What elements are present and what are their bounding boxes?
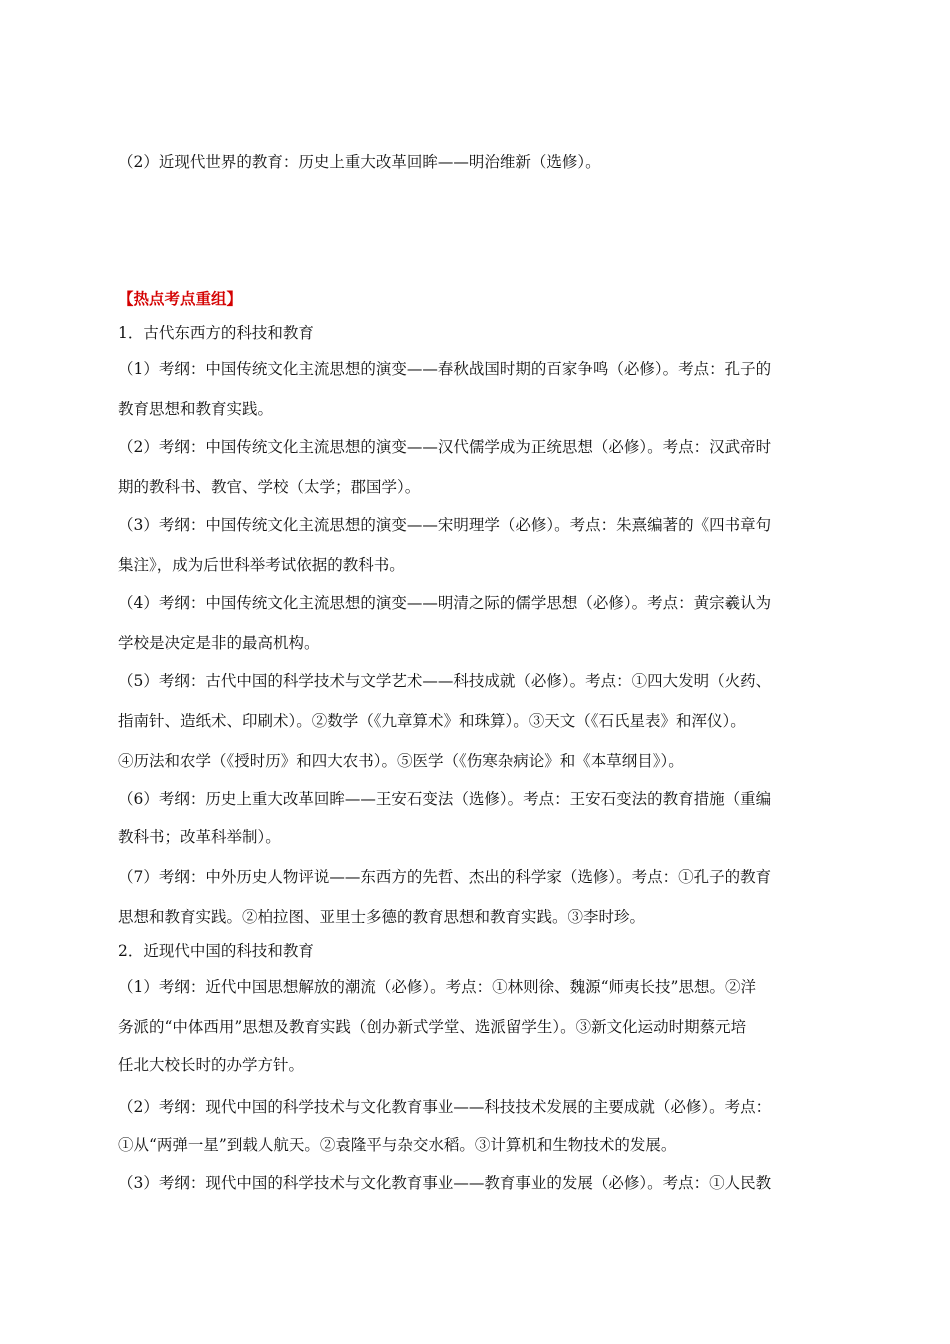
text-line: ④历法和农学（《授时历》和四大农书）。⑤医学（《伤寒杂病论》和《本草纲目》）。: [118, 752, 684, 770]
section-heading: 【热点考点重组】: [118, 289, 243, 308]
text-line: 教科书；改革科举制）。: [118, 828, 281, 846]
text-line: （2）考纲：现代中国的科学技术与文化教育事业——科技技术发展的主要成就（必修）。考点：: [118, 1098, 772, 1116]
text-line: 集注》，成为后世科举考试依据的教科书。: [118, 556, 405, 574]
text-line: 1．古代东西方的科技和教育: [118, 324, 314, 342]
text-line: （4）考纲：中国传统文化主流思想的演变——明清之际的儒学思想（必修）。考点：黄宗羲认为: [118, 594, 772, 612]
text-line: 务派的“中体西用”思想及教育实践（创办新式学堂、选派留学生）。③新文化运动时期蔡元培: [118, 1018, 747, 1036]
text-line: （3）考纲：中国传统文化主流思想的演变——宋明理学（必修）。考点：朱熹编著的《四书章句: [118, 516, 772, 534]
intro-line: （2）近现代世界的教育：历史上重大改革回眸——明治维新（选修）。: [118, 153, 601, 171]
text-line: 期的教科书、教官、学校（太学；郡国学）。: [118, 478, 421, 496]
text-line: 任北大校长时的办学方针。: [118, 1056, 305, 1074]
text-line: 2．近现代中国的科技和教育: [118, 942, 314, 960]
text-line: （7）考纲：中外历史人物评说——东西方的先哲、杰出的科学家（选修）。考点：①孔子的教育: [118, 868, 772, 886]
text-line: （6）考纲：历史上重大改革回眸——王安石变法（选修）。考点：王安石变法的教育措施（重编: [118, 790, 772, 808]
text-line: ①从“两弹一星”到载人航天。②袁隆平与杂交水稻。③计算机和生物技术的发展。: [118, 1136, 677, 1154]
text-line: （2）考纲：中国传统文化主流思想的演变——汉代儒学成为正统思想（必修）。考点：汉武帝时: [118, 438, 772, 456]
text-line: （1）考纲：近代中国思想解放的潮流（必修）。考点：①林则徐、魏源“师夷长技”思想。②洋: [118, 978, 756, 996]
text-line: 指南针、造纸术、印刷术）。②数学（《九章算术》和珠算）。③天文（《石氏星表》和浑仪）。: [118, 712, 746, 730]
text-line: （3）考纲：现代中国的科学技术与文化教育事业——教育事业的发展（必修）。考点：①人民教: [118, 1174, 772, 1192]
text-line: 教育思想和教育实践。: [118, 400, 274, 418]
text-line: 思想和教育实践。②柏拉图、亚里士多德的教育思想和教育实践。③李时珍。: [118, 908, 646, 926]
text-line: 学校是决定是非的最高机构。: [118, 634, 320, 652]
text-line: （1）考纲：中国传统文化主流思想的演变——春秋战国时期的百家争鸣（必修）。考点：孔子的: [118, 360, 772, 378]
text-line: （5）考纲：古代中国的科学技术与文学艺术——科技成就（必修）。考点：①四大发明（火药、: [118, 672, 772, 690]
